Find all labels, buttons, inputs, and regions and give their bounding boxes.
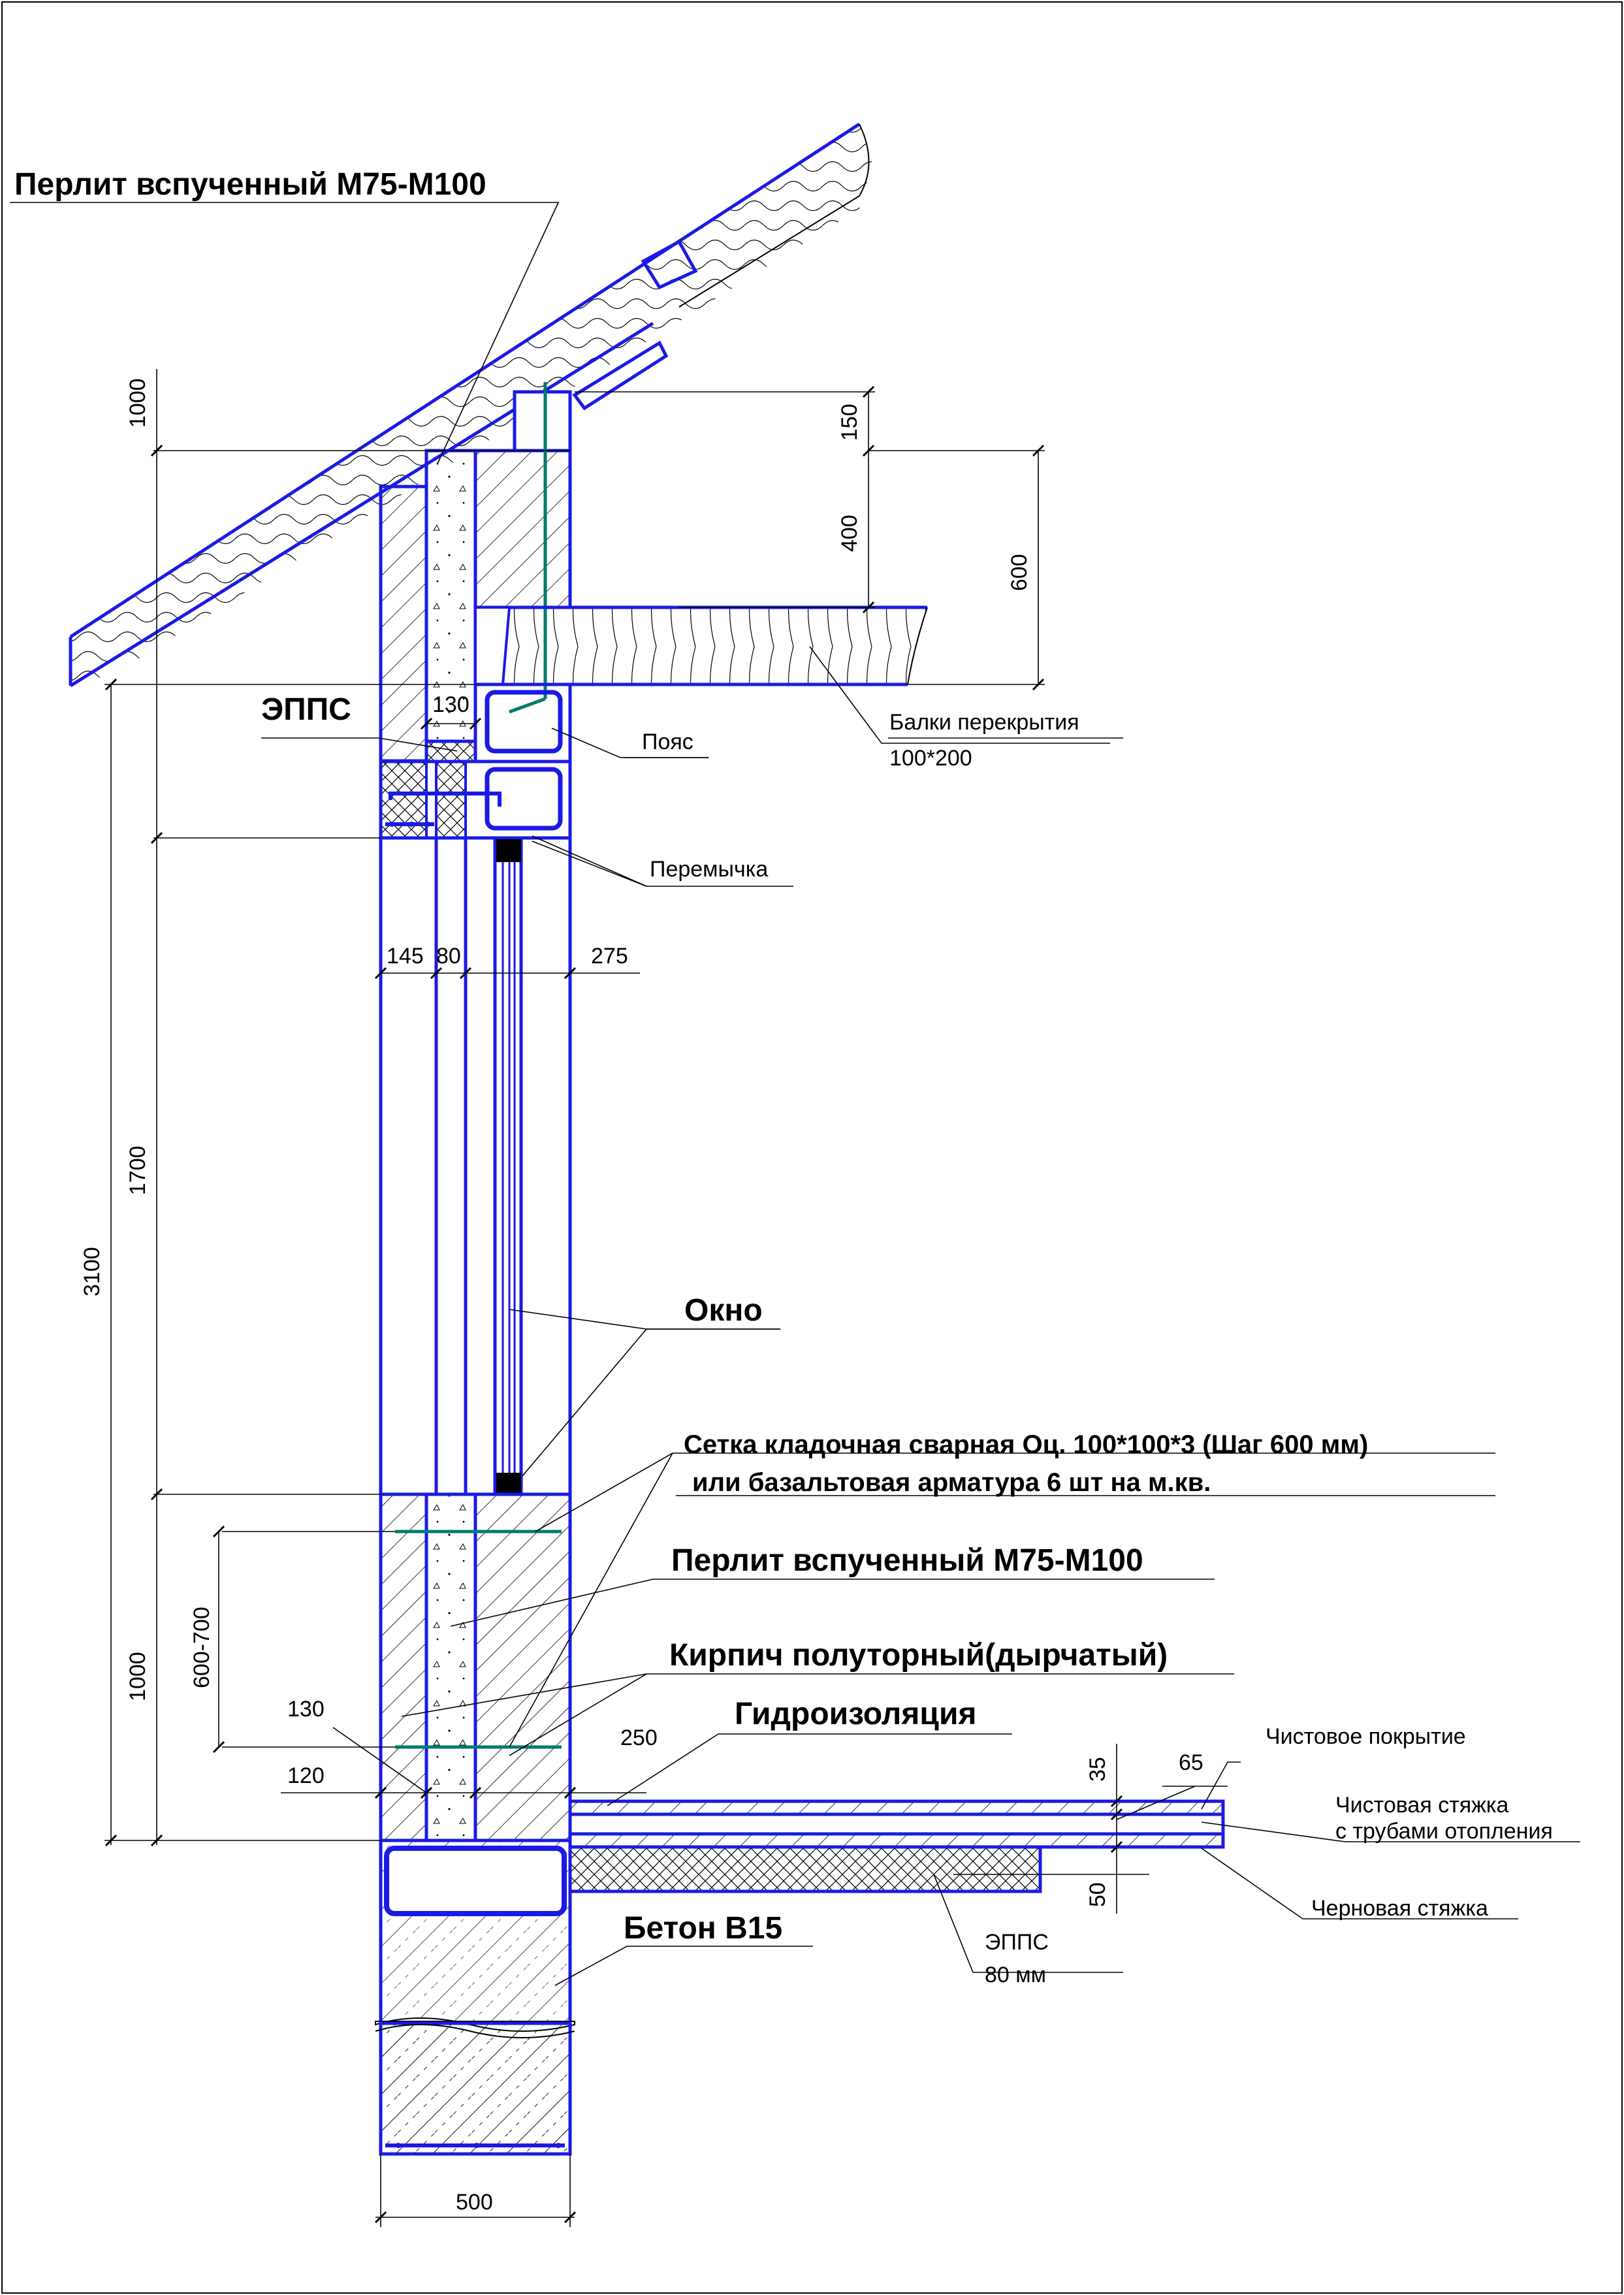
label-epps-floor-1: ЭППС — [985, 1930, 1049, 1955]
dim-35: 35 — [1085, 1757, 1110, 1782]
lower-wall — [381, 1494, 570, 1840]
label-beams-2: 100*200 — [889, 746, 972, 771]
label-finish-screed-1: Чистовая стяжка — [1335, 1793, 1509, 1818]
dim-600-700: 600-700 — [189, 1607, 214, 1688]
label-waterproof: Гидроизоляция — [735, 1697, 977, 1731]
label-epps-top: ЭППС — [261, 692, 351, 727]
dim-145: 145 — [387, 944, 424, 969]
dim-1700: 1700 — [125, 1146, 150, 1195]
dim-3100: 3100 — [80, 1247, 104, 1296]
floor-layers — [570, 1801, 1223, 1891]
lintel — [381, 762, 570, 838]
material-labels — [14, 167, 1553, 1987]
label-finish-screed-2: с трубами отопления — [1335, 1819, 1553, 1844]
dim-500: 500 — [456, 2190, 493, 2215]
label-concrete: Бетон В15 — [624, 1911, 783, 1946]
label-okno: Окно — [684, 1293, 763, 1328]
dim-50: 50 — [1085, 1882, 1110, 1907]
dim-130-bottom: 130 — [287, 1697, 325, 1722]
label-finish-cover: Чистовое покрытие — [1266, 1724, 1466, 1749]
dim-150: 150 — [837, 404, 862, 441]
window-opening — [381, 838, 570, 1494]
dim-80: 80 — [436, 944, 461, 969]
label-poyas: Пояс — [642, 730, 693, 754]
label-perlite-top: Перлит вспученный М75-М100 — [14, 167, 486, 202]
dim-275: 275 — [591, 944, 628, 969]
label-mesh-1: Сетка кладочная сварная Оц. 100*100*3 (Шаг 600 мм) — [684, 1430, 1369, 1459]
drawing-frame — [2, 2, 1622, 2293]
floor-beam — [475, 607, 927, 684]
dim-1000-top: 1000 — [125, 378, 150, 428]
label-mesh-2: или базальтовая арматура 6 шт на м.кв. — [692, 1468, 1211, 1497]
dim-1000-bottom: 1000 — [125, 1652, 150, 1701]
dim-65: 65 — [1179, 1750, 1203, 1775]
label-perlite-bottom: Перлит вспученный М75-М100 — [671, 1543, 1143, 1578]
label-epps-floor-2: 80 мм — [985, 1963, 1047, 1987]
dim-250: 250 — [620, 1725, 658, 1750]
dim-600: 600 — [1007, 554, 1032, 591]
label-brick: Кирпич полуторный(дырчатый) — [669, 1638, 1168, 1673]
label-peremychka: Перемычка — [650, 857, 769, 882]
dim-130-top: 130 — [432, 692, 470, 717]
foundation — [375, 1840, 575, 2154]
dim-120: 120 — [287, 1763, 325, 1788]
label-beams-1: Балки перекрытия — [889, 710, 1079, 735]
dim-400: 400 — [837, 515, 862, 552]
label-rough-screed: Черновая стяжка — [1311, 1896, 1488, 1921]
